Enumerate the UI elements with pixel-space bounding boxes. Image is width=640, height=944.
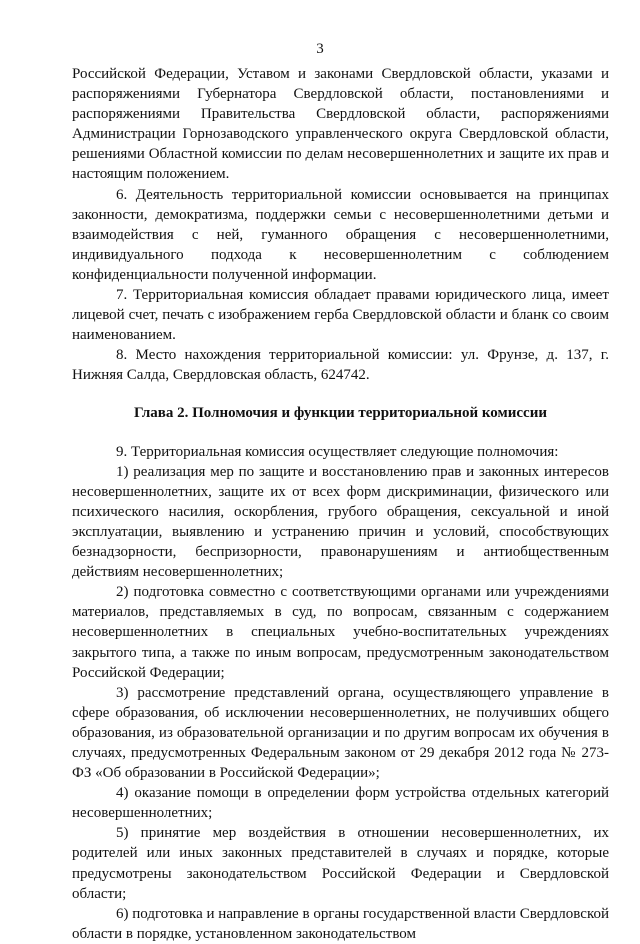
document-body	[72, 64, 609, 944]
subitem-4: 4) оказание помощи в определении форм устройства отдельных категорий несовершеннолетних;	[72, 785, 609, 822]
paragraph-item-9: 9. Территориальная комиссия осуществляет следующие полномочия:	[116, 443, 559, 460]
paragraph-item-6: 6. Деятельность территориальной комиссии основывается на принципах законности, демократизма, поддержки семьи с несовершеннолетними детьми и взаимодействия с ней, гуманного обращения с несовершеннолетними, индивидуального подхода к несовершеннолетним с соблюдением конфиденциальности полученной информации.	[72, 186, 609, 283]
subitem-6: 6) подготовка и направление в органы государственной власти Свердловской области в порядке, установленном законодательством	[72, 905, 609, 942]
subitem-5: 5) принятие мер воздействия в отношении несовершеннолетних, их родителей или иных законных представителей в случаях и порядке, которые предусмотрены законодательством Российской Федерации и Свердловской области;	[72, 825, 609, 902]
paragraph-item-8: 8. Место нахождения территориальной комиссии: ул. Фрунзе, д. 137, г. Нижняя Салда, Свердловская область, 624742.	[72, 347, 609, 384]
subitem-3: 3) рассмотрение представлений органа, осуществляющего управление в сфере образования, об исключении несовершеннолетних, не получивших общего образования, из образовательной организации и по другим вопросам их обучения в случаях, предусмотренных Федеральным законом от 29 декабря 2012 года № 273-ФЗ «Об образовании в Российской Федерации»;	[72, 684, 609, 782]
subitem-1: 1) реализация мер по защите и восстановлению прав и законных интересов несовершеннолетних, защите их от всех форм дискриминации, физического или психического насилия, оскорбления, грубого обращения, сексуальной и иной эксплуатации, выявлению и устранению причин и условий, способствующих безнадзорности, беспризорности, правонарушениям и антиобщественным действиям несовершеннолетних;	[72, 463, 609, 581]
paragraph-item-7: 7. Территориальная комиссия обладает правами юридического лица, имеет лицевой счет, печать с изображением герба Свердловской области и бланк со своим наименованием.	[72, 287, 609, 344]
page-number: 3	[316, 41, 324, 57]
subitem-2: 2) подготовка совместно с соответствующими органами или учреждениями материалов, представляемых в суд, по вопросам, связанным с содержанием несовершеннолетних в специальных учебно-воспитательных учреждениях закрытого типа, а также по иным вопросам, предусмотренным законодательством Российской Федерации;	[72, 584, 609, 681]
paragraph-continuation: Российской Федерации, Уставом и законами Свердловской области, указами и распоряжениями Губернатора Свердловской области, постановлениями и распоряжениями Правительства Свердловской области, распоряжениями Администрации Горнозаводского управленческого округа Свердловской области, решениями Областной комиссии по делам несовершеннолетних и защите их прав и настоящим положением.	[72, 66, 609, 183]
chapter-heading: Глава 2. Полномочия и функции территориальной комиссии	[134, 404, 547, 421]
